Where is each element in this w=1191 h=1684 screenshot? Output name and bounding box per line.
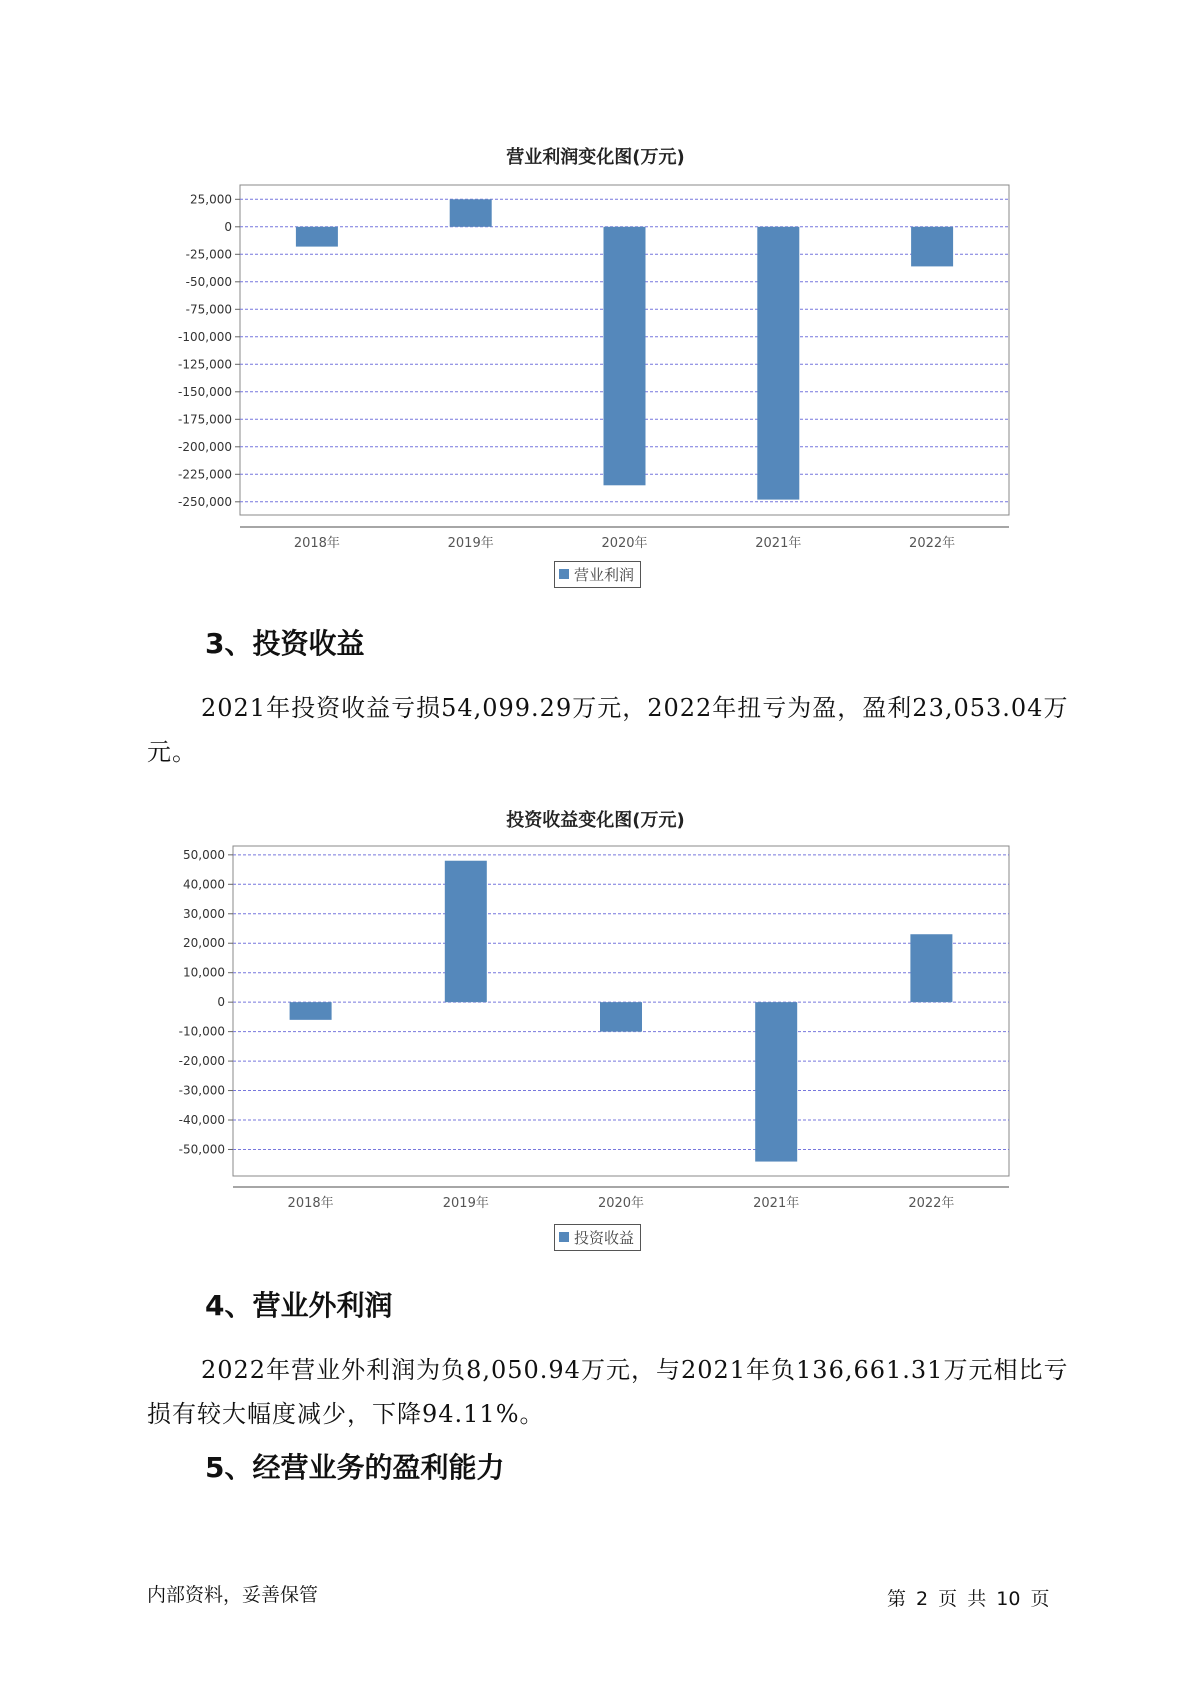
y-tick-label: 30,000 <box>183 906 225 921</box>
x-tick-label: 2019年 <box>442 1196 489 1211</box>
y-tick-label: -50,000 <box>178 1142 225 1157</box>
y-tick-label: 10,000 <box>183 965 225 980</box>
bar <box>445 861 487 1002</box>
section-3-paragraph: 2021年投资收益亏损54,099.29万元，2022年扭亏为盈，盈利23,053.04万元。 <box>147 694 1069 766</box>
y-tick-label: -20,000 <box>178 1054 225 1069</box>
x-tick-label: 2018年 <box>287 1196 334 1211</box>
chart-title-operating-profit: 营业利润变化图(万元) <box>506 147 685 168</box>
bar <box>910 934 952 1002</box>
section-4-paragraph: 2022年营业外利润为负8,050.94万元，与2021年负136,661.31万元相比亏损有较大幅度减少，下降94.11%。 <box>147 1356 1069 1428</box>
y-tick-label: -175,000 <box>178 412 232 427</box>
y-tick-label: -30,000 <box>178 1083 225 1098</box>
y-tick-label: -225,000 <box>178 467 232 482</box>
x-tick-label: 2020年 <box>597 1196 645 1211</box>
legend-label: 投资收益 <box>574 1229 635 1247</box>
y-tick-label: -250,000 <box>178 494 232 509</box>
x-tick-label: 2019年 <box>447 536 494 551</box>
chart-title-investment-income: 投资收益变化图(万元) <box>506 810 685 831</box>
y-tick-label: -50,000 <box>185 274 232 289</box>
y-tick-label: 0 <box>217 995 225 1010</box>
y-tick-label: 20,000 <box>183 936 225 951</box>
section-5-heading: 5、经营业务的盈利能力 <box>205 1451 505 1484</box>
x-tick-label: 2020年 <box>601 536 648 551</box>
legend-investment-income <box>554 1224 641 1251</box>
legend-label: 营业利润 <box>574 566 635 584</box>
x-tick-label: 2022年 <box>908 1196 955 1211</box>
x-tick-label: 2018年 <box>293 536 340 551</box>
section-4-heading: 4、营业外利润 <box>205 1289 393 1322</box>
y-tick-label: -40,000 <box>178 1113 225 1128</box>
y-tick-label: 0 <box>224 219 232 234</box>
y-tick-label: -75,000 <box>185 302 232 317</box>
y-tick-label: -10,000 <box>178 1024 225 1039</box>
y-tick-label: 40,000 <box>183 877 225 892</box>
bar <box>290 1002 332 1020</box>
y-tick-label: -125,000 <box>178 357 232 372</box>
y-tick-label: -25,000 <box>185 247 232 262</box>
y-tick-label: -200,000 <box>178 439 232 454</box>
legend-swatch <box>559 1232 569 1242</box>
footer-confidential-note: 内部资料，妥善保管 <box>147 1584 319 1606</box>
y-tick-label: 25,000 <box>190 192 232 207</box>
y-tick-label: -150,000 <box>178 384 232 399</box>
x-tick-label: 2021年 <box>755 536 802 551</box>
x-tick-label: 2022年 <box>909 536 956 551</box>
y-tick-label: -100,000 <box>178 329 232 344</box>
y-tick-label: 50,000 <box>183 847 225 862</box>
x-tick-label: 2021年 <box>753 1196 800 1211</box>
footer-page-number: 第 2 页 共 10 页 <box>887 1588 1050 1610</box>
bar <box>600 1002 642 1031</box>
section-3-heading: 3、投资收益 <box>205 627 365 660</box>
bar <box>755 1002 797 1161</box>
